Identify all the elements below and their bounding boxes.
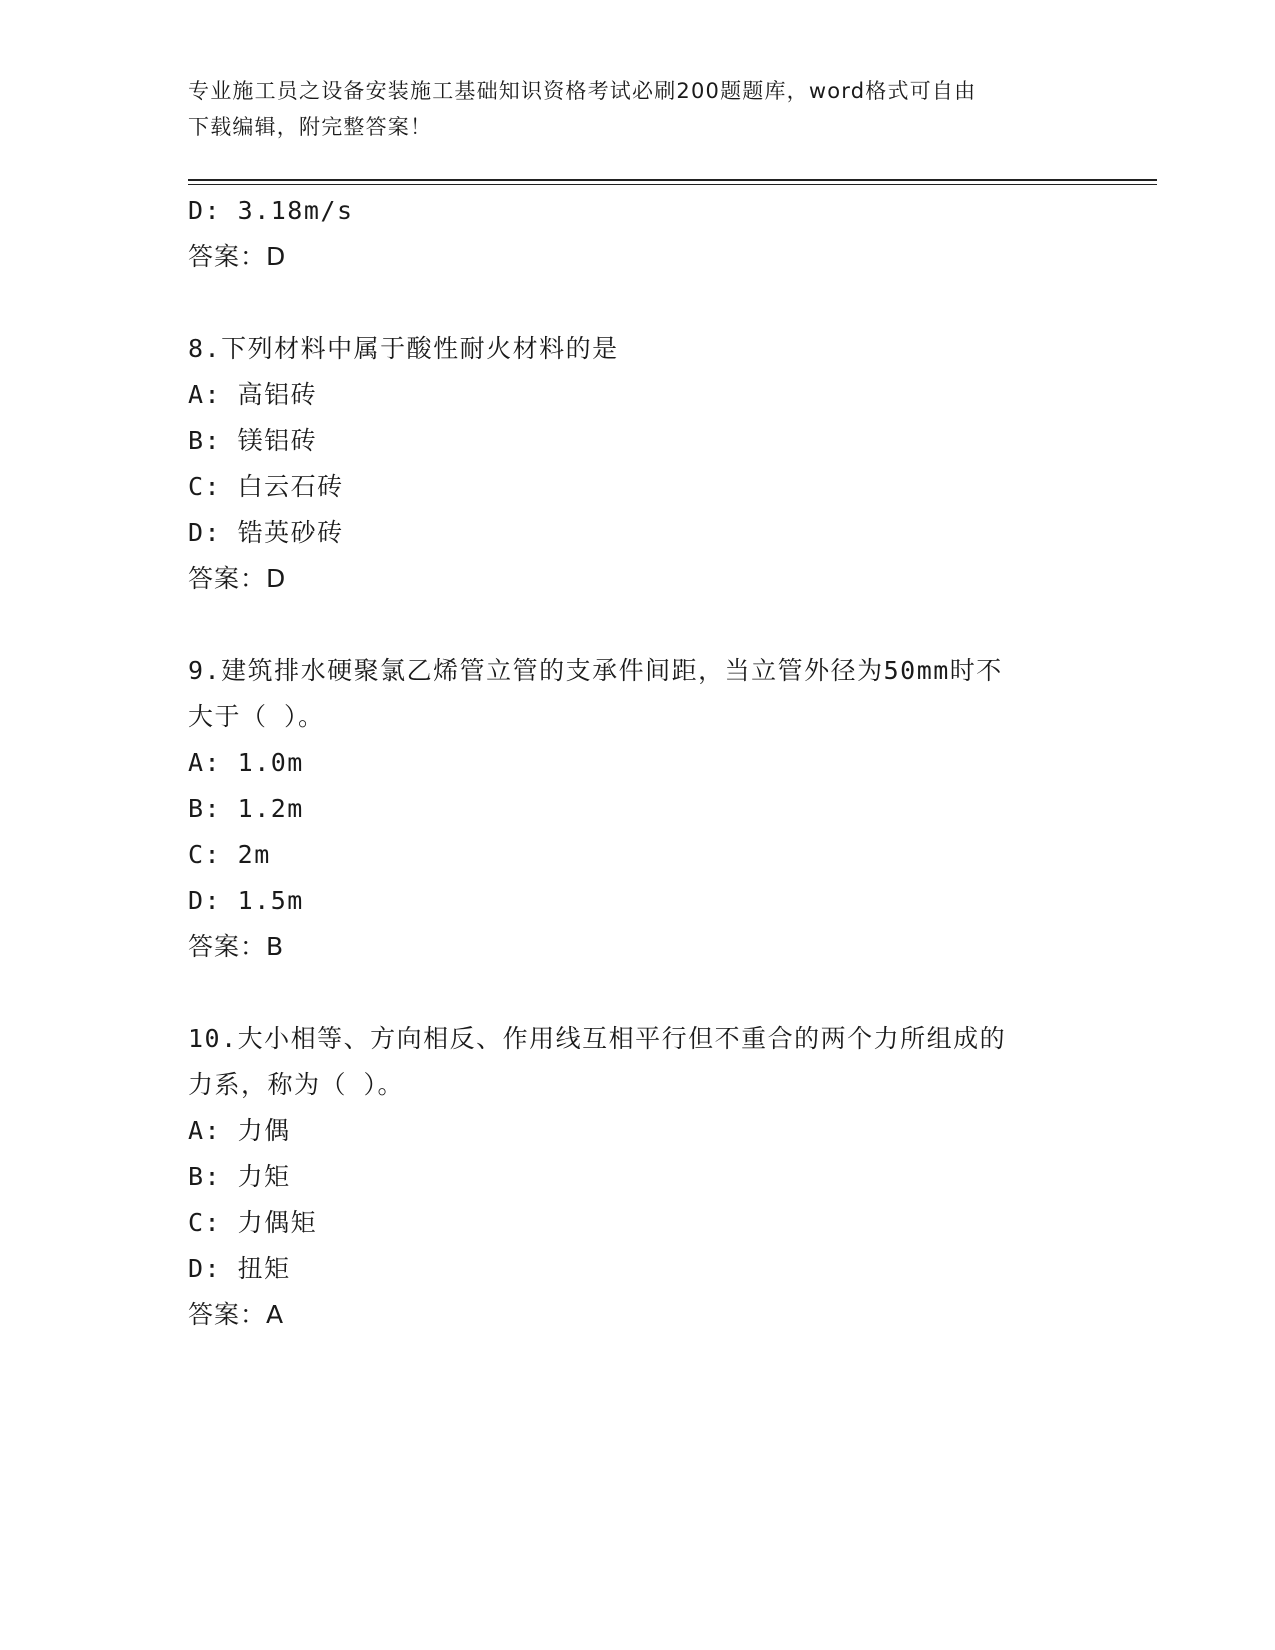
header-title-line-1: 专业施工员之设备安装施工基础知识资格考试必刷200题题库，word格式可自由 [188, 79, 977, 103]
option-c: C: 力偶矩 [188, 1208, 318, 1237]
option-b: B: 1.2m [188, 794, 304, 823]
option-d: D: 3.18m/s [188, 196, 354, 225]
question-stem: 8.下列材料中属于酸性耐火材料的是 [188, 334, 619, 363]
option-a: A: 力偶 [188, 1116, 291, 1145]
answer-line: 答案：D [188, 564, 287, 593]
question-10 [188, 1016, 1088, 1338]
option-c: C: 2m [188, 840, 271, 869]
question-8 [188, 326, 1088, 602]
header-divider-thin [188, 184, 1157, 185]
option-d: D: 1.5m [188, 886, 304, 915]
option-a: A: 1.0m [188, 748, 304, 777]
carryover-block [188, 188, 1088, 280]
question-stem-line-1: 10.大小相等、方向相反、作用线互相平行但不重合的两个力所组成的 [188, 1024, 1007, 1053]
document-header [188, 73, 1068, 145]
question-stem-line-2: 大于（ ）。 [188, 702, 325, 731]
header-divider-thick [188, 179, 1157, 181]
question-9 [188, 648, 1088, 970]
answer-line: 答案：B [188, 932, 285, 961]
option-a: A: 高铝砖 [188, 380, 318, 409]
document-body [188, 188, 1088, 1338]
option-b: B: 镁铝砖 [188, 426, 318, 455]
question-stem-line-1: 9.建筑排水硬聚氯乙烯管立管的支承件间距，当立管外径为50mm时不 [188, 656, 1003, 685]
option-c: C: 白云石砖 [188, 472, 344, 501]
option-d: D: 扭矩 [188, 1254, 291, 1283]
answer-line: 答案：D [188, 242, 287, 271]
question-stem-line-2: 力系，称为（ ）。 [188, 1070, 405, 1099]
answer-line: 答案：A [188, 1300, 285, 1329]
option-b: B: 力矩 [188, 1162, 291, 1191]
option-d: D: 锆英砂砖 [188, 518, 344, 547]
header-title-line-2: 下载编辑，附完整答案！ [188, 115, 433, 139]
